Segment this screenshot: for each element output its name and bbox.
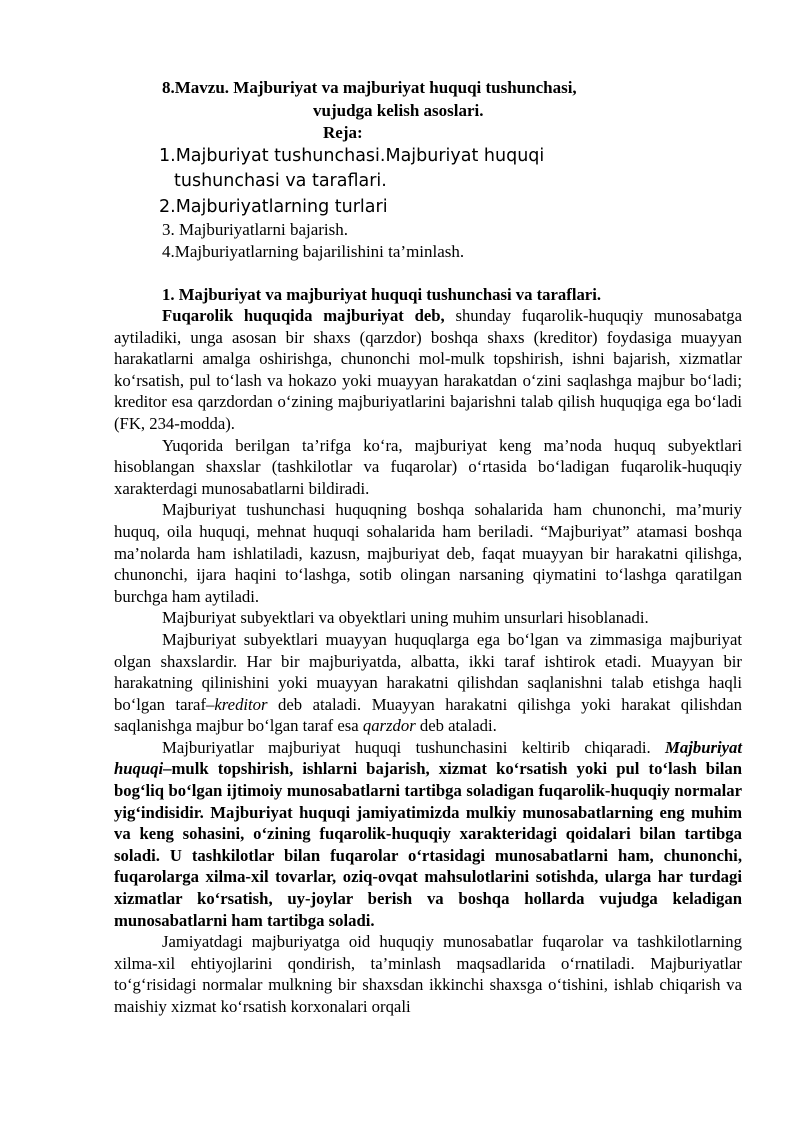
- paragraph-5-text-before: Majburiyat subyektlari muayyan huquqlarga ega bo‘lgan va zimmasiga majburiyat olgan shaxslardir. Har bir majburiyatda, albatta, ikki taraf ishtirok etadi. Muayyan bir harakatning qilinishini yoki muayyan harakatni qilishdan saqlanishni talab etishga haqli bo‘lgan taraf–: [114, 629, 742, 714]
- qarzdor-term: qarzdor: [362, 716, 416, 736]
- paragraph-4: Majburiyat subyektlari va obyektlari uning muhim unsurlari hisoblanadi.: [162, 608, 649, 628]
- document-title-line-1: 8.Mavzu. Majburiyat va majburiyat huquqi tushunchasi,: [162, 78, 577, 97]
- plan-item-2: 2.Majburiyatlarning turlari: [159, 197, 388, 217]
- document-body: [114, 305, 742, 1018]
- plan-label: Reja:: [323, 123, 363, 142]
- paragraph-3: Majburiyat tushunchasi huquqning boshqa sohalarida ham chunonchi, ma’muriy huquq, oila huquqi, mehnat huquqi sohalarida ham beriladi. “Majburiyat” atamasi boshqa ma’nolarda ham ishlatiladi, kazusn, majburiyat deb, faqat muayyan bir harakatni qilishga, chunonchi, ijara haqini to‘lashga, sotib olingan narsaning qiymatini to‘lashga qaratilgan burchga ham aytiladi.: [114, 500, 742, 606]
- kreditor-term: kreditor: [214, 694, 268, 714]
- plan-item-3: 3. Majburiyatlarni bajarish.: [162, 220, 349, 239]
- paragraph-6: [114, 737, 742, 931]
- plan-item-1-line-2: tushunchasi va taraflari.: [174, 171, 387, 191]
- plan-item-4: 4.Majburiyatlarning bajarilishini ta’minlash.: [162, 242, 465, 261]
- majburiyat-huquqi-term: Majburiyat huquqi: [114, 737, 742, 779]
- paragraph-5-text-after: deb ataladi.: [415, 716, 497, 736]
- paragraph-7: Jamiyatdagi majburiyatga oid huquqiy munosabatlar fuqarolar va tashkilotlarning xilma-xil ehtiyojlarini qondirish, ta’minlash maqsadlarida o‘rnatiladi. Majburiyatlar to‘g‘risidagi normalar mulkning bir shaxsdan ikkinchi shaxsga o‘tishini, ishlab chiqarish va maishiy xizmat ko‘rsatish korxonalari orqali: [114, 932, 742, 1016]
- document-title-line-2: vujudga kelish asoslari.: [313, 101, 484, 120]
- paragraph-5: [114, 629, 742, 737]
- paragraph-2: Yuqorida berilgan ta’rifga ko‘ra, majburiyat keng ma’noda huquq subyektlari hisoblangan shaxslar (tashkilotlar va fuqarolar) o‘rtasida bo‘ladigan fuqarolik-huquqiy xarakterdagi munosabatlarni bildiradi.: [114, 435, 742, 498]
- majburiyat-huquqi-definition: –mulk topshirish, ishlarni bajarish, xizmat ko‘rsatish yoki pul to‘lash bilan bog‘liq bo‘lgan ijtimoiy munosabatlarni tartibga soladigan fuqarolik-huquqiy normalar yig‘indisidir. Majburiyat huquqi jamiyatimizda mulkiy munosabatlarning eng muhim va keng sohasini, o‘zining fuqarolik-huquqiy xarakteridagi qoidalari bilan tartibga soladi. U tashkilotlar bilan fuqarolar o‘rtasidagi munosabatlarni ham, chunonchi, fuqarolarga xilma-xil tovarlar, oziq-ovqat mahsulotlarini sotishda, ularga har turdagi xizmatlar ko‘rsatish, uy-joylar berish va boshqa hollarda vujudga keladigan munosabatlarni ham tartibga soladi.: [114, 759, 742, 930]
- paragraph-6-text-before: Majburiyatlar majburiyat huquqi tushunchasini keltirib chiqaradi.: [162, 737, 666, 757]
- paragraph-1-lead-term: Fuqarolik huquqida majburiyat deb,: [162, 306, 445, 325]
- paragraph-5-text-middle: deb ataladi. Muayyan harakatni qilishga yoki harakat qilishdan saqlanishga majbur bo‘lgan taraf esa: [114, 694, 742, 736]
- plan-item-1-line-1: 1.Majburiyat tushunchasi.Majburiyat huquqi: [159, 146, 545, 166]
- paragraph-1: [114, 305, 742, 435]
- paragraph-1-text: shunday fuqarolik-huquqiy munosabatga aytiladiki, unga asosan bir shaxs (qarzdor) boshqa shaxs (kreditor) foydasiga muayyan harakatlarni amalga oshirishga, chunonchi mol-mulk topshirish, ishni bajarish, xizmatlar ko‘rsatish, pul to‘lash va hokazo yoki muayyan harakatdan o‘zini saqlashga majbur bo‘ladi; kreditor esa qarzdordan o‘zining majburiyatlarini bajarishni talab qilish huquqiga ega bo‘ladi (FK, 234-modda).: [114, 306, 742, 433]
- section-1-heading: 1. Majburiyat va majburiyat huquqi tushunchasi va taraflari.: [162, 285, 602, 304]
